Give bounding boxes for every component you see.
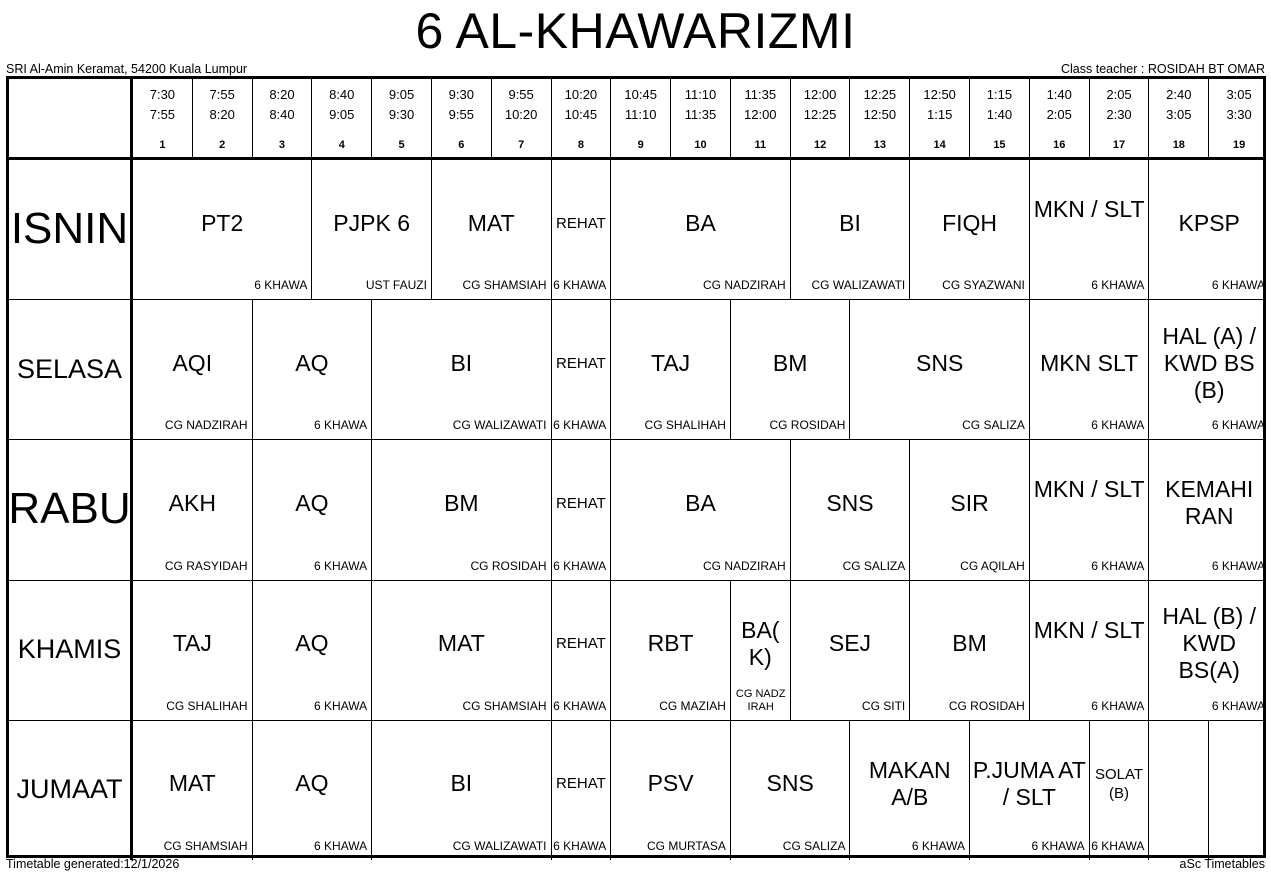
- period-header: [432, 79, 492, 159]
- lesson-subject: KPSP: [1178, 209, 1240, 236]
- lesson-teacher: CG NADZ IRAH: [735, 687, 786, 713]
- lesson-teacher: 6 KHAWA: [1091, 838, 1145, 853]
- lesson-teacher: UST FAUZI: [365, 278, 427, 293]
- lesson-subject: BI: [450, 770, 473, 797]
- lesson-teacher: CG SHALIHAH: [166, 698, 248, 713]
- lesson-subject: SOLAT (B): [1094, 765, 1144, 802]
- period-start: 11:35: [744, 87, 777, 102]
- lesson-subject: AQ: [295, 770, 329, 797]
- period-start: 1:15: [986, 87, 1013, 102]
- lesson-cell: [1090, 720, 1150, 860]
- lesson-subject: P.JUMA AT / SLT: [972, 756, 1086, 810]
- lesson-cell: [850, 299, 1029, 439]
- period-number: 10: [694, 139, 707, 151]
- day-name: ISNIN: [10, 204, 129, 254]
- period-number: 2: [219, 139, 226, 151]
- period-header: [611, 79, 671, 159]
- lesson-subject: BM: [444, 489, 479, 516]
- lesson-subject: AKH: [168, 489, 216, 516]
- period-number: 7: [518, 139, 525, 151]
- lesson-subject: SNS: [916, 349, 964, 376]
- period-start: 2:40: [1166, 87, 1192, 102]
- lesson-cell: [1149, 580, 1269, 720]
- period-start: 9:55: [508, 87, 534, 102]
- lesson-subject: TAJ: [651, 349, 691, 376]
- lesson-cell: [372, 299, 551, 439]
- period-number: 4: [338, 139, 345, 151]
- lesson-teacher: CG AQILAH: [960, 558, 1025, 573]
- lesson-cell: [253, 439, 373, 579]
- lesson-cell: [372, 439, 551, 579]
- period-number: 18: [1172, 139, 1185, 151]
- lesson-cell: [552, 720, 612, 860]
- period-header: [312, 79, 372, 159]
- day-label-cell: [9, 439, 133, 579]
- lesson-cell: [372, 720, 551, 860]
- lesson-teacher: 6 KHAWA: [553, 558, 607, 573]
- period-end: 12:50: [863, 107, 897, 122]
- period-start: 11:10: [684, 87, 717, 102]
- generated-date: Timetable generated:12/1/2026: [6, 857, 180, 871]
- lesson-subject: MAT: [437, 630, 485, 657]
- lesson-subject: MKN / SLT: [1033, 476, 1145, 503]
- lesson-cell: [611, 580, 731, 720]
- lesson-teacher: CG WALIZAWATI: [452, 838, 547, 853]
- lesson-teacher: 6 KHAWA: [314, 838, 368, 853]
- day-name: RABU: [8, 484, 131, 534]
- lesson-teacher: CG NADZIRAH: [703, 558, 786, 573]
- lesson-teacher: 6 KHAWA: [314, 558, 368, 573]
- period-start: 12:50: [923, 87, 956, 102]
- lesson-teacher: CG RASYIDAH: [164, 558, 248, 573]
- lesson-subject: BI: [450, 349, 473, 376]
- day-name: KHAMIS: [17, 634, 122, 665]
- lesson-cell: [552, 580, 612, 720]
- lesson-cell: [253, 299, 373, 439]
- period-number: 13: [873, 139, 886, 151]
- lesson-subject: PSV: [647, 770, 694, 797]
- lesson-cell: [1030, 580, 1150, 720]
- period-number: 11: [754, 139, 767, 151]
- period-end: 12:00: [744, 107, 777, 122]
- period-end: 10:45: [564, 107, 598, 122]
- period-header: [372, 79, 432, 159]
- lesson-subject: SNS: [826, 489, 874, 516]
- day-name: JUMAAT: [16, 774, 123, 805]
- lesson-subject: HAL (B) / KWD BS(A): [1162, 603, 1257, 684]
- period-header: [731, 79, 791, 159]
- period-number: 5: [398, 139, 405, 151]
- period-number: 9: [637, 139, 644, 151]
- lesson-teacher: 6 KHAWA: [1211, 698, 1265, 713]
- lesson-teacher: CG MURTASA: [646, 838, 726, 853]
- lesson-cell: [850, 720, 970, 860]
- period-start: 7:55: [209, 87, 235, 102]
- lesson-cell: [731, 299, 851, 439]
- lesson-subject: TAJ: [172, 630, 212, 657]
- lesson-cell: [432, 159, 552, 299]
- lesson-cell: [1149, 299, 1269, 439]
- lesson-teacher: 6 KHAWA: [314, 698, 368, 713]
- timetable-title: 6 AL-KHAWARIZMI: [415, 3, 856, 59]
- lesson-teacher: 6 KHAWA: [314, 418, 368, 433]
- period-start: 9:05: [388, 87, 415, 102]
- period-start: 8:20: [269, 87, 295, 102]
- period-start: 12:25: [863, 87, 897, 102]
- lesson-cell: [910, 580, 1030, 720]
- lesson-subject: SIR: [950, 489, 989, 516]
- period-number: 12: [813, 139, 827, 151]
- lesson-cell: [312, 159, 432, 299]
- lesson-teacher: 6 KHAWA: [1031, 838, 1085, 853]
- lesson-cell: [1030, 299, 1150, 439]
- lesson-teacher: CG ROSIDAH: [470, 558, 547, 573]
- lesson-subject: MKN / SLT: [1033, 616, 1145, 643]
- period-start: 1:40: [1046, 87, 1072, 102]
- lesson-cell: [372, 580, 551, 720]
- lesson-cell: [552, 439, 612, 579]
- period-number: 17: [1112, 139, 1126, 151]
- period-start: 3:05: [1226, 87, 1252, 102]
- lesson-teacher: 6 KHAWA: [553, 698, 607, 713]
- lesson-subject: BA: [685, 209, 716, 236]
- period-number: 8: [577, 139, 584, 151]
- period-end: 8:20: [209, 107, 235, 122]
- lesson-subject: BM: [772, 349, 808, 376]
- lesson-teacher: CG SHAMSIAH: [462, 278, 547, 293]
- lesson-teacher: 6 KHAWA: [553, 278, 607, 293]
- period-number: 15: [993, 139, 1006, 151]
- lesson-cell: [731, 580, 791, 720]
- period-start: 8:40: [329, 87, 355, 102]
- period-number: 19: [1232, 139, 1246, 151]
- lesson-subject: PT2: [201, 209, 244, 236]
- lesson-teacher: 6 KHAWA: [1211, 418, 1265, 433]
- lesson-teacher: 6 KHAWA: [254, 278, 308, 293]
- lesson-teacher: CG NADZIRAH: [703, 278, 786, 293]
- lesson-cell: [1149, 720, 1209, 860]
- lesson-subject: KEMAHI RAN: [1165, 476, 1254, 530]
- lesson-teacher: CG SHAMSIAH: [462, 698, 547, 713]
- lesson-teacher: 6 KHAWA: [1091, 418, 1145, 433]
- period-header: [1030, 79, 1090, 159]
- period-end: 11:10: [624, 107, 657, 122]
- lesson-teacher: 6 KHAWA: [1091, 278, 1145, 293]
- period-header: [910, 79, 970, 159]
- period-header: [253, 79, 313, 159]
- lesson-cell: [253, 580, 373, 720]
- period-end: 9:05: [329, 107, 355, 122]
- lesson-subject: REHAT: [556, 635, 606, 653]
- period-header: [850, 79, 910, 159]
- period-end: 10:20: [504, 107, 538, 122]
- period-number: 3: [278, 139, 286, 151]
- lesson-subject: MAKAN A/B: [868, 756, 951, 810]
- period-number: 1: [159, 139, 166, 151]
- lesson-teacher: 6 KHAWA: [1091, 558, 1145, 573]
- period-header: [671, 79, 731, 159]
- lesson-teacher: 6 KHAWA: [911, 838, 966, 853]
- period-header: [1209, 79, 1269, 159]
- day-label-cell: [9, 159, 133, 299]
- period-header: [492, 79, 552, 159]
- lesson-subject: SNS: [766, 770, 814, 797]
- lesson-teacher: CG WALIZAWATI: [452, 418, 547, 433]
- lesson-teacher: 6 KHAWA: [553, 418, 607, 433]
- day-label-cell: [9, 299, 133, 439]
- lesson-cell: [611, 299, 731, 439]
- day-label-cell: [9, 720, 133, 860]
- lesson-teacher: CG ROSIDAH: [769, 418, 846, 433]
- period-end: 3:05: [1166, 107, 1192, 122]
- lesson-cell: [1149, 439, 1269, 579]
- period-header: [1149, 79, 1209, 159]
- period-start: 7:30: [149, 87, 176, 102]
- lesson-teacher: 6 KHAWA: [1211, 558, 1265, 573]
- lesson-cell: [1030, 159, 1150, 299]
- lesson-cell: [1149, 159, 1269, 299]
- class-teacher: Class teacher : ROSIDAH BT OMAR: [1061, 62, 1265, 76]
- lesson-cell: [133, 159, 312, 299]
- period-header: [552, 79, 612, 159]
- lesson-subject: BI: [839, 209, 861, 236]
- period-header: [791, 79, 851, 159]
- lesson-subject: BA( K): [741, 616, 780, 670]
- lesson-teacher: CG SYAZWANI: [942, 278, 1025, 293]
- lesson-teacher: CG SITI: [861, 698, 906, 713]
- lesson-teacher: 6 KHAWA: [1091, 698, 1145, 713]
- lesson-subject: HAL (A) / KWD BS (B): [1162, 322, 1257, 403]
- lesson-teacher: CG SALIZA: [782, 838, 846, 853]
- lesson-cell: [611, 439, 790, 579]
- lesson-cell: [791, 580, 911, 720]
- period-start: 12:00: [803, 87, 837, 102]
- period-end: 2:05: [1046, 107, 1072, 122]
- lesson-cell: [1030, 439, 1150, 579]
- school-name: SRI Al-Amin Keramat, 54200 Kuala Lumpur: [6, 62, 248, 76]
- lesson-teacher: 6 KHAWA: [1211, 278, 1265, 293]
- period-start: 10:45: [624, 87, 657, 102]
- day-label-cell: [9, 580, 133, 720]
- timetable-grid: [6, 76, 1266, 858]
- period-header: [970, 79, 1030, 159]
- lesson-teacher: CG NADZIRAH: [164, 418, 248, 433]
- lesson-subject: MKN / SLT: [1033, 196, 1145, 223]
- lesson-cell: [1209, 720, 1269, 860]
- period-start: 9:30: [448, 87, 474, 102]
- lesson-subject: AQI: [172, 349, 213, 376]
- period-end: 8:40: [269, 107, 295, 122]
- period-number: 14: [933, 139, 946, 151]
- lesson-subject: MAT: [168, 770, 216, 797]
- period-start: 2:05: [1106, 87, 1132, 102]
- lesson-teacher: CG WALIZAWATI: [811, 278, 906, 293]
- lesson-cell: [133, 439, 253, 579]
- lesson-teacher: CG MAZIAH: [659, 698, 726, 713]
- lesson-subject: AQ: [295, 630, 329, 657]
- lesson-subject: BA: [685, 489, 716, 516]
- lesson-teacher: CG SALIZA: [842, 558, 906, 573]
- period-end: 7:55: [149, 107, 176, 122]
- lesson-cell: [253, 720, 373, 860]
- lesson-subject: FIQH: [942, 209, 998, 236]
- lesson-subject: AQ: [295, 349, 329, 376]
- lesson-subject: REHAT: [556, 354, 606, 372]
- lesson-subject: REHAT: [556, 494, 606, 512]
- lesson-cell: [791, 159, 911, 299]
- lesson-cell: [552, 299, 612, 439]
- lesson-teacher: CG SHAMSIAH: [163, 838, 248, 853]
- lesson-cell: [133, 299, 253, 439]
- lesson-subject: RBT: [647, 630, 694, 657]
- period-end: 11:35: [684, 107, 717, 122]
- period-number: 6: [458, 139, 465, 151]
- lesson-cell: [910, 439, 1030, 579]
- lesson-cell: [731, 720, 851, 860]
- lesson-subject: PJPK 6: [333, 209, 410, 236]
- lesson-cell: [133, 580, 253, 720]
- lesson-cell: [552, 159, 612, 299]
- lesson-subject: AQ: [295, 489, 329, 516]
- lesson-teacher: CG SHALIHAH: [644, 418, 726, 433]
- lesson-subject: MKN SLT: [1040, 349, 1139, 376]
- lesson-cell: [611, 720, 731, 860]
- period-end: 9:30: [388, 107, 415, 122]
- lesson-cell: [791, 439, 911, 579]
- period-number: 16: [1053, 139, 1066, 151]
- period-end: 1:40: [986, 107, 1013, 122]
- period-header: [133, 79, 193, 159]
- lesson-cell: [611, 159, 790, 299]
- lesson-teacher: CG ROSIDAH: [948, 698, 1025, 713]
- period-end: 12:25: [803, 107, 837, 122]
- lesson-subject: BM: [952, 630, 987, 657]
- lesson-cell: [970, 720, 1090, 860]
- lesson-cell: [910, 159, 1030, 299]
- lesson-subject: REHAT: [556, 214, 606, 232]
- lesson-teacher: 6 KHAWA: [553, 838, 607, 853]
- period-end: 3:30: [1226, 107, 1252, 122]
- period-end: 9:55: [448, 107, 474, 122]
- day-name: SELASA: [16, 353, 123, 384]
- lesson-subject: SEJ: [828, 630, 872, 657]
- period-header: [1090, 79, 1150, 159]
- period-end: 2:30: [1106, 107, 1132, 122]
- corner-cell: [9, 79, 133, 159]
- lesson-cell: [133, 720, 253, 860]
- lesson-subject: REHAT: [556, 775, 606, 793]
- period-header: [193, 79, 253, 159]
- period-start: 10:20: [564, 87, 598, 102]
- lesson-subject: MAT: [467, 209, 515, 236]
- lesson-teacher: CG SALIZA: [962, 418, 1025, 433]
- period-end: 1:15: [927, 107, 953, 122]
- generator-credit: aSc Timetables: [1179, 857, 1265, 871]
